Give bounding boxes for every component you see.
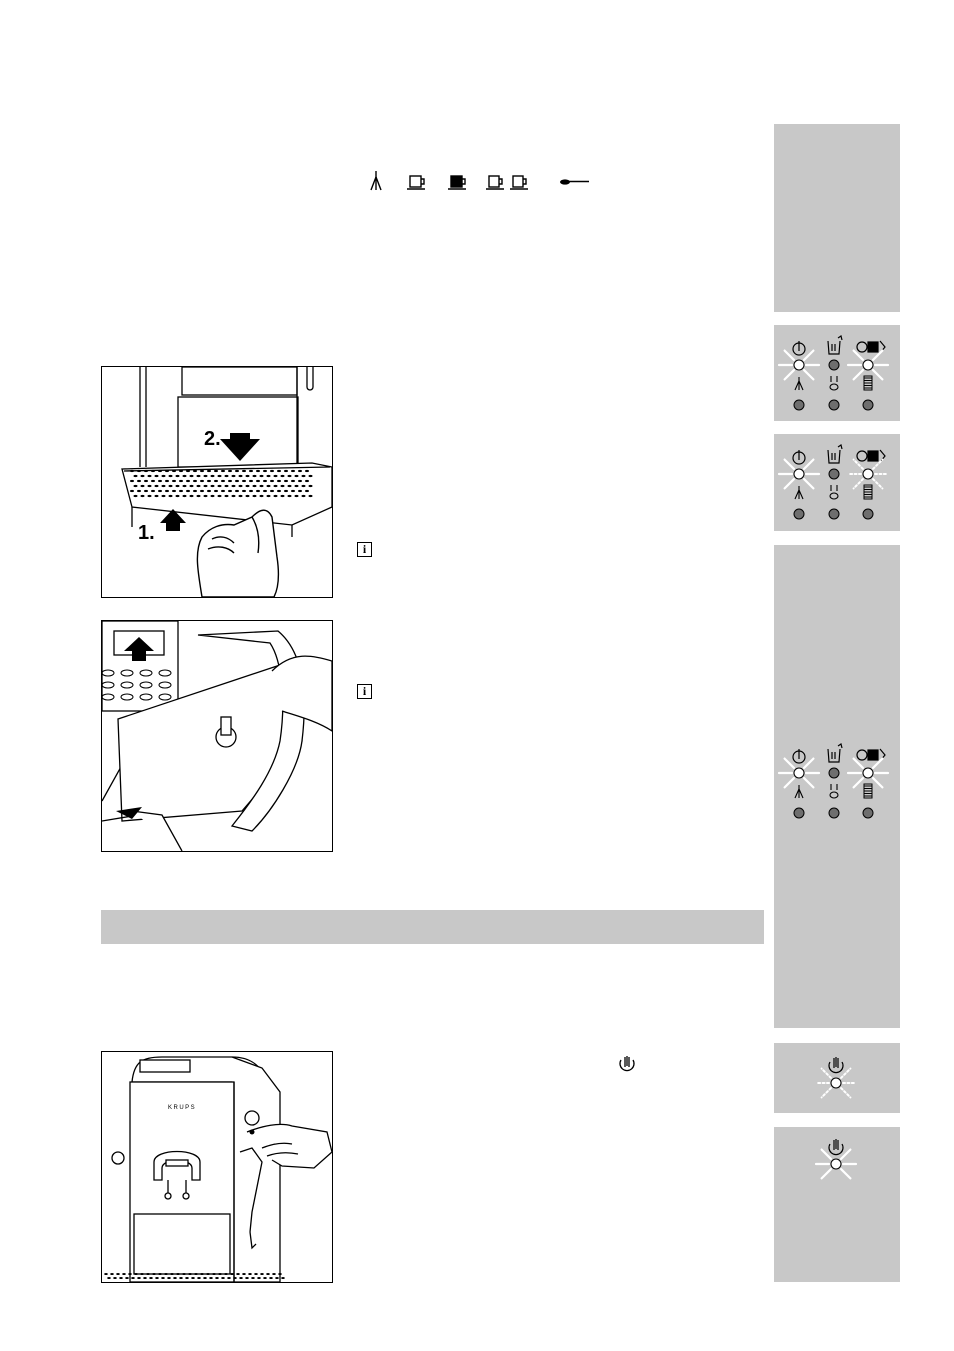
led-off bbox=[863, 808, 873, 818]
steam-power-icon bbox=[829, 1139, 843, 1155]
sidebar-panel-top bbox=[774, 124, 900, 312]
indicator-panel-3 bbox=[774, 545, 900, 1028]
drip-tray-illustration bbox=[101, 366, 333, 598]
info-icon-2: i bbox=[357, 684, 372, 699]
water-tank-icon bbox=[828, 336, 842, 354]
led-off bbox=[829, 768, 839, 778]
sidebar-panel-steam-2 bbox=[774, 1127, 900, 1282]
led-off bbox=[863, 509, 873, 519]
info-icon: i bbox=[357, 542, 372, 557]
steam-power-icon bbox=[616, 1054, 638, 1074]
steam-icon bbox=[795, 486, 803, 499]
calc-icon bbox=[830, 784, 838, 798]
calc-icon bbox=[830, 376, 838, 390]
sidebar-panel-indicators-1 bbox=[774, 325, 900, 421]
cup-icon bbox=[407, 176, 425, 189]
remove-tray-illustration bbox=[101, 620, 333, 852]
spoon-icon bbox=[560, 179, 589, 184]
led-lit bbox=[794, 360, 804, 370]
indicator-panel-5 bbox=[774, 1127, 900, 1282]
led-off bbox=[829, 400, 839, 410]
steam-icon bbox=[795, 377, 803, 390]
water-tank-icon bbox=[828, 445, 842, 463]
steam-power-icon bbox=[829, 1057, 843, 1073]
led-off bbox=[829, 360, 839, 370]
brand-logo: KRUPS bbox=[168, 1105, 197, 1111]
led-off bbox=[829, 808, 839, 818]
led-lit bbox=[794, 768, 804, 778]
power-icon bbox=[793, 450, 805, 464]
step-1-label: 1. bbox=[138, 522, 155, 544]
led-lit bbox=[863, 469, 873, 479]
led-off bbox=[794, 400, 804, 410]
step-2-label: 2. bbox=[204, 428, 221, 450]
function-icon-row bbox=[365, 168, 595, 194]
steam-icon bbox=[795, 785, 803, 798]
led-off bbox=[829, 469, 839, 479]
sidebar-panel-steam-1 bbox=[774, 1043, 900, 1113]
hand-drawing bbox=[197, 510, 278, 597]
bean-container-icon bbox=[857, 450, 885, 462]
indicator-panel-4 bbox=[774, 1043, 900, 1113]
machine-illustration bbox=[101, 1051, 333, 1283]
indicator-panel-2 bbox=[774, 434, 900, 531]
power-icon bbox=[793, 341, 805, 355]
led-off bbox=[863, 400, 873, 410]
sidebar-panel-indicators-3 bbox=[774, 545, 900, 1028]
calc-icon bbox=[830, 485, 838, 499]
led-lit bbox=[863, 768, 873, 778]
steam-nozzle-icon bbox=[371, 171, 381, 190]
led-off bbox=[794, 509, 804, 519]
led-lit bbox=[863, 360, 873, 370]
filter-icon bbox=[864, 784, 872, 798]
led-lit bbox=[794, 469, 804, 479]
sidebar-panel-indicators-2 bbox=[774, 434, 900, 531]
power-icon bbox=[793, 749, 805, 763]
led-lit bbox=[831, 1078, 841, 1088]
strong-cup-icon bbox=[448, 176, 466, 189]
two-cups-icon bbox=[486, 176, 528, 189]
led-lit bbox=[831, 1159, 841, 1169]
filter-icon bbox=[864, 485, 872, 499]
led-off bbox=[794, 808, 804, 818]
filter-icon bbox=[864, 376, 872, 390]
indicator-panel-1 bbox=[774, 325, 900, 421]
water-tank-icon bbox=[828, 744, 842, 762]
led-off bbox=[829, 509, 839, 519]
section-heading-band bbox=[101, 910, 764, 944]
